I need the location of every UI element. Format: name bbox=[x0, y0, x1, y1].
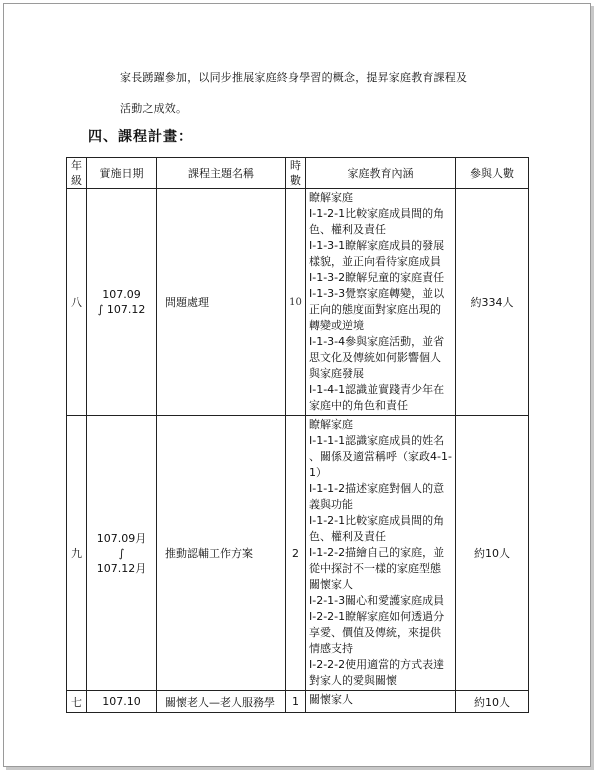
cell-topic: 關懷老人—老人服務學 bbox=[157, 691, 286, 713]
cell-date: 107.10 bbox=[87, 691, 157, 713]
intro-line-1: 家長踴躍參加，以同步推展家庭終身學習的概念，提昇家庭教育課程及 bbox=[120, 71, 468, 84]
header-topic: 課程主題名稱 bbox=[157, 158, 286, 189]
header-date: 實施日期 bbox=[87, 158, 157, 189]
table-header-row bbox=[67, 158, 529, 189]
cell-hours: 10 bbox=[286, 189, 306, 416]
cell-topic: 推動認輔工作方案 bbox=[157, 416, 286, 691]
cell-count: 約10人 bbox=[456, 691, 529, 713]
cell-topic: 問題處理 bbox=[157, 189, 286, 416]
cell-grade: 八 bbox=[67, 189, 87, 416]
cell-count: 約334人 bbox=[456, 189, 529, 416]
cell-content: 關懷家人 bbox=[306, 691, 456, 713]
cell-hours: 1 bbox=[286, 691, 306, 713]
intro-line-2: 活動之成效。 bbox=[120, 102, 188, 115]
cell-grade: 七 bbox=[67, 691, 87, 713]
cell-content: 瞭解家庭 I-1-1-1認識家庭成員的姓名 、關係及適當稱呼（家政4-1- 1） I-1-1-2描述家庭對個人的意 義與功能 I-1-2-1比較家庭成員間的角 色、權利及責任 I-1-2-2描繪自己的家庭，並 從中探討不一樣的家庭型態 關懷家人 I-2-1-3關心和愛護家庭成員 I-2-2-1瞭解家庭如何透過分 享愛、價值及傳統，來提供 情感支持 I-2-2-2使用適當的方式表達 對家人的愛與關懷 bbox=[306, 416, 456, 691]
table-row bbox=[67, 416, 529, 691]
table-row bbox=[67, 691, 529, 713]
cell-grade: 九 bbox=[67, 416, 87, 691]
cell-count: 約10人 bbox=[456, 416, 529, 691]
section-title: 四、課程計畫： bbox=[88, 129, 193, 145]
cell-hours: 2 bbox=[286, 416, 306, 691]
cell-content: 瞭解家庭 I-1-2-1比較家庭成員間的角 色、權利及責任 I-1-3-1瞭解家庭成員的發展 樣貌，並正向看待家庭成員 I-1-3-2瞭解兒童的家庭責任 I-1-3-3覺察家庭轉變，並以 正向的態度面對家庭出現的 轉變或逆境 I-1-3-4參與家庭活動，並省 思文化及傳統如何影響個人 與家庭發展 I-1-4-1認識並實踐青少年在 家庭中的角色和責任 bbox=[306, 189, 456, 416]
header-count: 參與人數 bbox=[456, 158, 529, 189]
header-hours: 時 數 bbox=[286, 158, 306, 189]
header-grade: 年 級 bbox=[67, 158, 87, 189]
table-row bbox=[67, 189, 529, 416]
cell-date: 107.09 ∫ 107.12 bbox=[87, 189, 157, 416]
course-plan-table bbox=[66, 157, 529, 713]
cell-date: 107.09月 ∫ 107.12月 bbox=[87, 416, 157, 691]
header-content: 家庭教育內涵 bbox=[306, 158, 456, 189]
